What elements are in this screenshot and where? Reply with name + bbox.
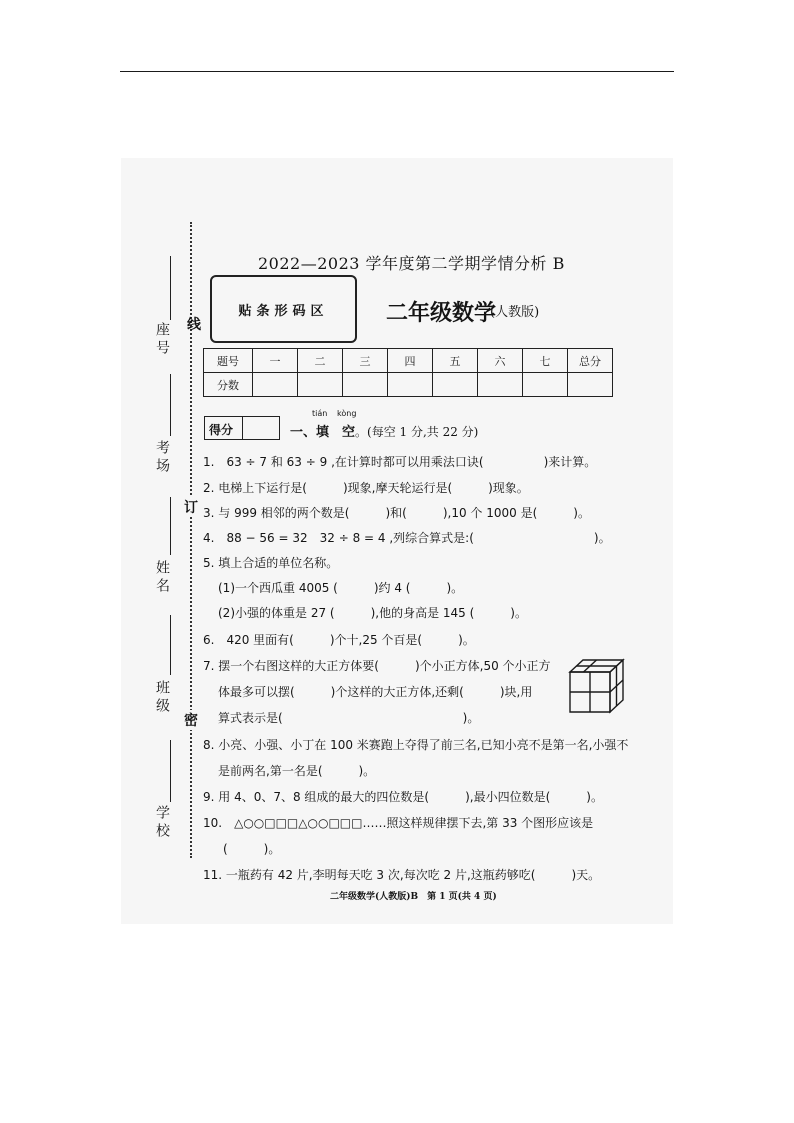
- school-line[interactable]: [170, 740, 171, 802]
- cube-figure: [566, 656, 626, 716]
- barcode-area: [210, 275, 357, 343]
- score-table-header-cell: 题号: [204, 349, 253, 373]
- question-9: 9. 用 4、0、7、8 组成的最大的四位数是( ),最小四位数是( )。: [203, 790, 603, 804]
- name-label: 姓名: [154, 560, 170, 596]
- binding-marker-seal: 密: [184, 710, 200, 730]
- score-table-header-cell: 三: [343, 349, 388, 373]
- section-rule-text: 。(每空 1 分,共 22 分): [355, 425, 479, 439]
- question-10-line-1: 10. △○○□□□△○○□□□……照这样规律摆下去,第 33 个图形应该是: [203, 816, 594, 830]
- name-line[interactable]: [170, 497, 171, 555]
- seat-number-line[interactable]: [170, 256, 171, 320]
- score-row-label: 分数: [204, 373, 253, 397]
- score-table-header-cell: 七: [523, 349, 568, 373]
- score-table-score-row: [204, 373, 613, 397]
- section-title: [290, 421, 478, 440]
- question-10-line-2: ( )。: [223, 842, 281, 856]
- question-5-1: (1)一个西瓜重 4005 ( )约 4 ( )。: [218, 581, 464, 595]
- pinyin-kong: kòng: [337, 409, 357, 418]
- class-label: 班级: [154, 680, 170, 716]
- page-footer: 二年级数学(人教版)B 第 1 页(共 4 页): [330, 892, 497, 902]
- score-cell[interactable]: [298, 373, 343, 397]
- exam-room-label: 考场: [154, 440, 170, 476]
- score-cell[interactable]: [433, 373, 478, 397]
- section-score-box[interactable]: [204, 416, 280, 440]
- score-table: [203, 348, 613, 397]
- score-table-header-cell: 六: [478, 349, 523, 373]
- question-7-line-1: 7. 摆一个右图这样的大正方体要( )个小正方体,50 个小正方: [203, 659, 551, 673]
- question-3: 3. 与 999 相邻的两个数是( )和( ),10 个 1000 是( )。: [203, 506, 590, 520]
- edition-label: (人教版): [490, 305, 540, 320]
- score-cell[interactable]: [478, 373, 523, 397]
- question-1: 1. 63 ÷ 7 和 63 ÷ 9 ,在计算时都可以用乘法口诀( )来计算。: [203, 455, 597, 469]
- pinyin-tian: tián: [312, 409, 328, 418]
- question-2: 2. 电梯上下运行是( )现象,摩天轮运行是( )现象。: [203, 481, 529, 495]
- score-table-header-cell: 总分: [568, 349, 613, 373]
- question-7-line-3: 算式表示是( )。: [218, 711, 480, 725]
- question-5-2: (2)小强的体重是 27 ( ),他的身高是 145 ( )。: [218, 606, 527, 620]
- exam-room-line[interactable]: [170, 374, 171, 436]
- exam-title: 2022—2023 学年度第二学期学情分析 B: [258, 254, 565, 273]
- question-7-line-2: 体最多可以摆( )个这样的大正方体,还剩( )块,用: [218, 685, 533, 699]
- score-table-header-cell: 五: [433, 349, 478, 373]
- score-cell[interactable]: [523, 373, 568, 397]
- score-cell[interactable]: [388, 373, 433, 397]
- question-5: 5. 填上合适的单位名称。: [203, 556, 339, 570]
- section-title-text: 一、填 空: [290, 425, 356, 440]
- score-cell[interactable]: [253, 373, 298, 397]
- question-4: 4. 88 − 56 = 32 32 ÷ 8 = 4 ,列综合算式是:( )。: [203, 531, 611, 545]
- question-8-line-1: 8. 小亮、小强、小丁在 100 米赛跑上夺得了前三名,已知小亮不是第一名,小强不: [203, 738, 629, 752]
- score-table-header-cell: 四: [388, 349, 433, 373]
- subject-title: 二年级数学: [386, 301, 497, 326]
- seat-number-label: 座号: [154, 322, 170, 358]
- binding-marker-order: 订: [184, 497, 200, 517]
- score-table-header-row: [204, 349, 613, 373]
- section-score-label: 得分: [209, 423, 234, 437]
- score-cell[interactable]: [568, 373, 613, 397]
- question-8-line-2: 是前两名,第一名是( )。: [218, 764, 376, 778]
- class-line[interactable]: [170, 615, 171, 675]
- score-cell[interactable]: [343, 373, 388, 397]
- question-11: 11. 一瓶药有 42 片,李明每天吃 3 次,每次吃 2 片,这瓶药够吃( )天。: [203, 868, 601, 882]
- question-6: 6. 420 里面有( )个十,25 个百是( )。: [203, 633, 475, 647]
- top-rule: [120, 71, 674, 72]
- binding-marker-line: 线: [187, 317, 203, 333]
- section-score-divider: [242, 417, 243, 439]
- score-table-header-cell: 一: [253, 349, 298, 373]
- barcode-label: 贴条形码区: [238, 303, 329, 319]
- score-table-header-cell: 二: [298, 349, 343, 373]
- school-label: 学校: [154, 805, 170, 841]
